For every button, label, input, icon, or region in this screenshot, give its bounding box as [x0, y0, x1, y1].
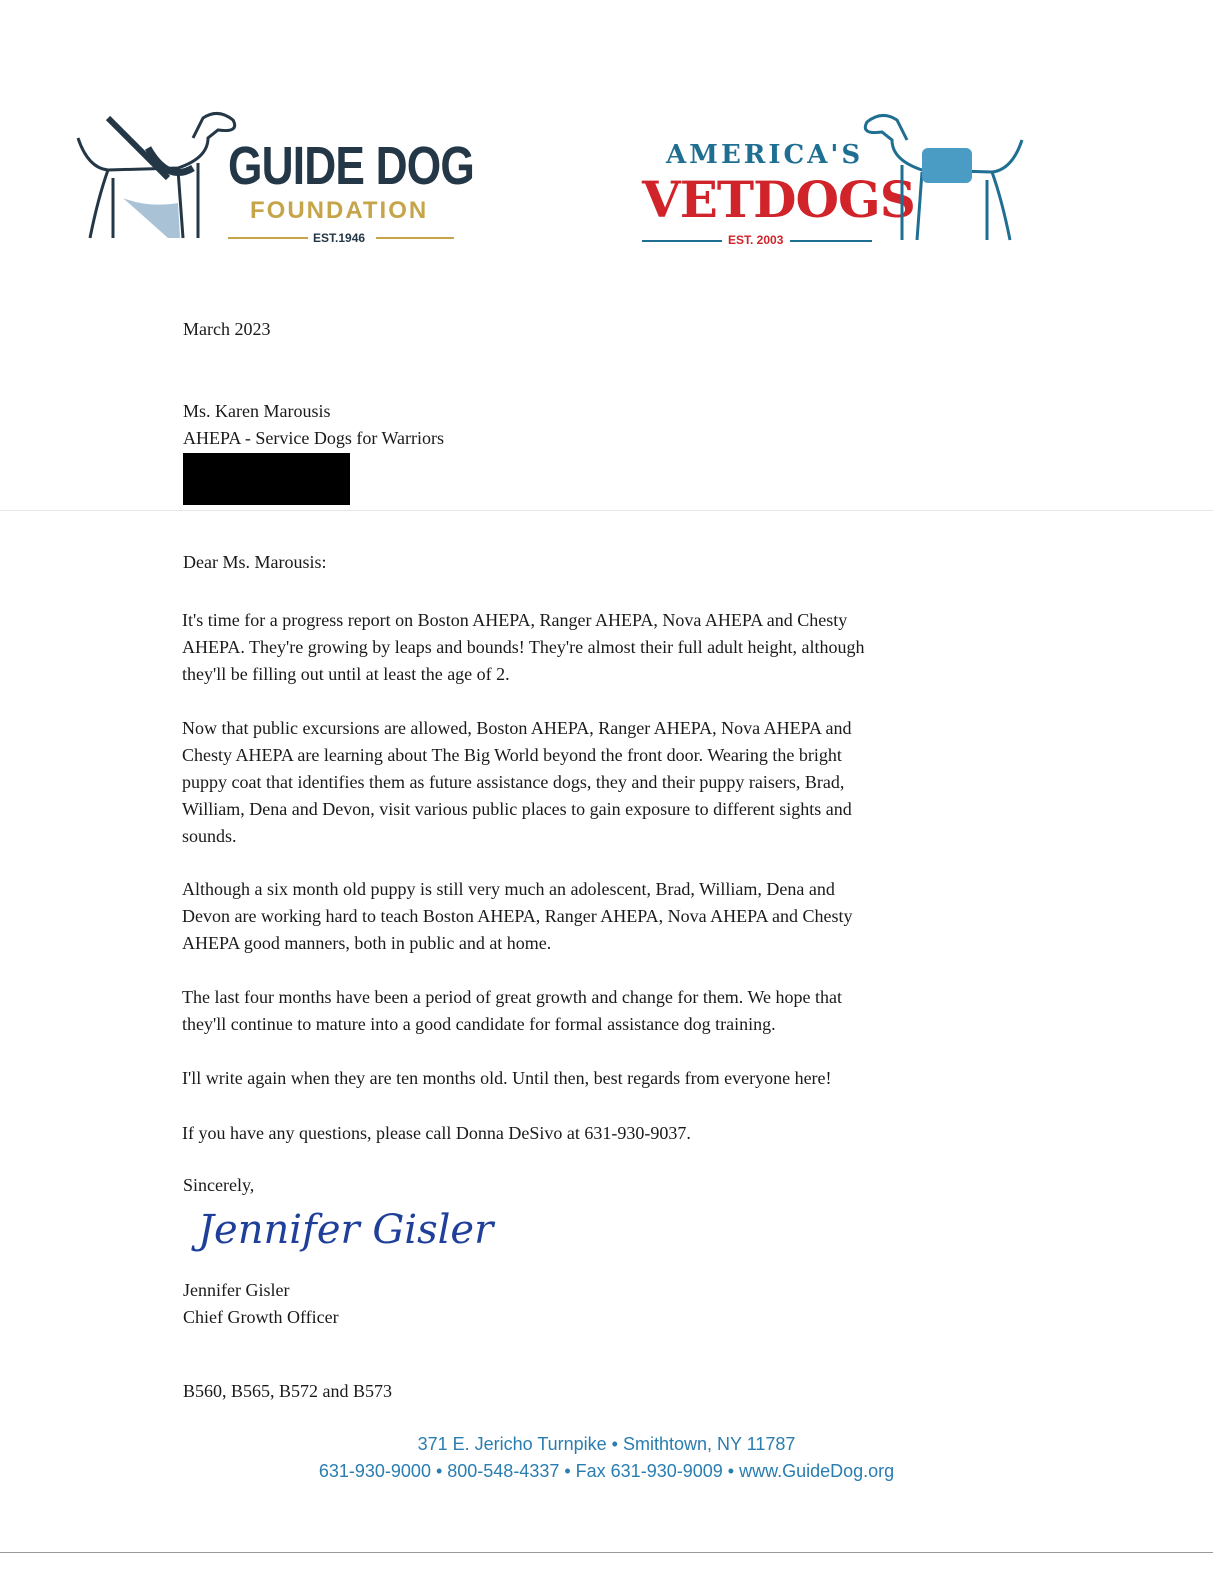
blue-rule-left [642, 240, 722, 242]
foundation-subtitle: FOUNDATION [250, 197, 429, 224]
gold-rule-right [376, 237, 454, 239]
p2-line: William, Dena and Devon, visit various public places to gain exposure to different sights and [182, 799, 852, 819]
paragraph-5 [182, 1065, 832, 1092]
p3-line: Although a six month old puppy is still very much an adolescent, Brad, William, Dena and [182, 879, 835, 899]
handwritten-signature: Jennifer Gisler [198, 1207, 494, 1253]
closing: Sincerely, [183, 1175, 255, 1195]
footer-contact: 631-930-9000 • 800-548-4337 • Fax 631-930-9009 • www.GuideDog.org [318, 1461, 895, 1481]
blue-rule-right [790, 240, 872, 242]
americas-vetdogs-logo [640, 110, 1035, 250]
guide-dog-icon [68, 108, 238, 248]
reference-codes: B560, B565, B572 and B573 [183, 1381, 393, 1401]
signer-title: Chief Growth Officer [183, 1307, 339, 1327]
recipient-org: AHEPA - Service Dogs for Warriors [183, 428, 445, 448]
p2-line: sounds. [182, 826, 237, 846]
recipient-block [183, 398, 444, 452]
p5-line: I'll write again when they are ten months old. Until then, best regards from everyone here! [182, 1068, 832, 1088]
p2-line: Now that public excursions are allowed, Boston AHEPA, Ranger AHEPA, Nova AHEPA and [182, 718, 852, 738]
footer-address: 371 E. Jericho Turnpike • Smithtown, NY 11787 [417, 1434, 796, 1454]
signer-name: Jennifer Gisler [183, 1280, 290, 1300]
paragraph-2 [182, 715, 852, 850]
guide-dog-foundation-logo [68, 108, 475, 248]
recipient-name: Ms. Karen Marousis [183, 401, 331, 421]
redacted-address [183, 453, 350, 505]
letter-date: March 2023 [183, 319, 271, 339]
scan-fold-line [0, 510, 1213, 511]
gold-rule-left [228, 237, 308, 239]
vetdogs-est: EST. 2003 [728, 233, 784, 247]
p2-line: Chesty AHEPA are learning about The Big World beyond the front door. Wearing the bright [182, 745, 842, 765]
gdf-est: EST.1946 [313, 231, 366, 245]
p1-line: they'll be filling out until at least the age of 2. [182, 664, 510, 684]
vetdogs-top: AMERICA'S [666, 140, 864, 170]
p1-line: It's time for a progress report on Boston AHEPA, Ranger AHEPA, Nova AHEPA and Chesty [182, 610, 848, 630]
guide-dog-title: GUIDE DOG [228, 136, 475, 196]
signer-block [183, 1277, 339, 1331]
salutation: Dear Ms. Marousis: [183, 552, 327, 572]
page-bottom-edge [0, 1552, 1213, 1553]
p3-line: AHEPA good manners, both in public and at home. [182, 933, 552, 953]
p4-line: The last four months have been a period of great growth and change for them. We hope that [182, 987, 842, 1007]
p6-line: If you have any questions, please call Donna DeSivo at 631-930-9037. [182, 1123, 691, 1143]
vetdogs-main: VETDOGS [642, 170, 915, 229]
paragraph-3 [182, 876, 852, 957]
p1-line: AHEPA. They're growing by leaps and bounds! They're almost their full adult height, although [182, 637, 865, 657]
service-dog-icon [862, 110, 1032, 250]
p4-line: they'll continue to mature into a good candidate for formal assistance dog training. [182, 1014, 776, 1034]
paragraph-4 [182, 984, 842, 1038]
paragraph-6 [182, 1120, 691, 1147]
p2-line: puppy coat that identifies them as future assistance dogs, they and their puppy raisers, Brad, [182, 772, 845, 792]
p3-line: Devon are working hard to teach Boston AHEPA, Ranger AHEPA, Nova AHEPA and Chesty [182, 906, 853, 926]
paragraph-1 [182, 607, 865, 688]
